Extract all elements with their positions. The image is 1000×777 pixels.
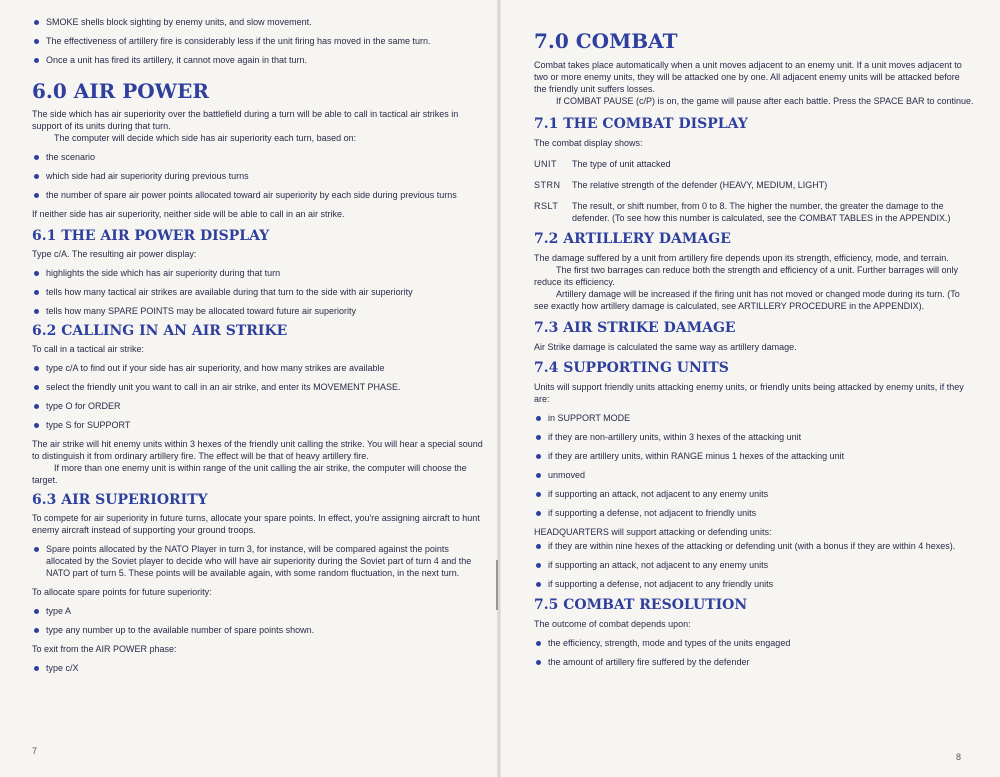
page-number: 8 [956, 752, 962, 762]
paragraph: Air Strike damage is calculated the same way as artillery damage. [534, 342, 797, 352]
list-item: the scenario [32, 151, 486, 163]
bullet-icon [536, 435, 541, 440]
bullet-icon [536, 563, 541, 568]
paragraph: The damage suffered by a unit from artillery fire depends upon its strength, efficiency, mode, and terrain. [534, 253, 949, 263]
list-item: Spare points allocated by the NATO Player in turn 3, for instance, will be compared against the points allocated by the Soviet player to decide who will have air superiority during the Soviet part of turn 4 and the NATO part of turn 5. These points will be available again, with some random fluctuation, in the next turn. [32, 543, 486, 579]
paragraph: The combat display shows: [534, 138, 643, 148]
section-heading-artillery-damage: 7.2 ARTILLERY DAMAGE [534, 231, 731, 247]
definition-row [534, 158, 974, 170]
bullet-icon [34, 628, 39, 633]
bullet-icon [536, 582, 541, 587]
list-item: tells how many SPARE POINTS may be allocated toward future air superiority [32, 305, 486, 317]
bullet-icon [536, 641, 541, 646]
binding-mark [496, 560, 498, 610]
definition-term: UNIT [534, 159, 557, 169]
bullet-icon [34, 609, 39, 614]
list-item: type S for SUPPORT [32, 419, 486, 431]
definition-row [534, 200, 974, 224]
list-item: type O for ORDER [32, 400, 486, 412]
page-number: 7 [32, 746, 38, 756]
list-item: type A [32, 605, 486, 617]
bullet-icon [34, 290, 39, 295]
bullet-icon [536, 511, 541, 516]
paragraph: The air strike will hit enemy units within 3 hexes of the friendly unit calling the strike. You will hear a special sound to distinguish it from ordinary artillery fire. The effect will be that of heavy artillery fire. [32, 439, 483, 461]
list-item: tells how many tactical air strikes are available during that turn to the side with air superiority [32, 286, 486, 298]
definition-term: RSLT [534, 201, 559, 211]
section-heading-combat-display: 7.1 THE COMBAT DISPLAY [534, 116, 748, 132]
list-item: the efficiency, strength, mode and types of the units engaged [534, 637, 974, 649]
section-heading-supporting-units: 7.4 SUPPORTING UNITS [534, 360, 729, 376]
list-item: if supporting a defense, not adjacent to friendly units [534, 507, 974, 519]
paragraph: If more than one enemy unit is within range of the unit calling the air strike, the computer will choose the target. [32, 463, 467, 485]
right-page [502, 0, 1000, 777]
bullet-icon [536, 473, 541, 478]
list-item: if supporting a defense, not adjacent to any friendly units [534, 578, 974, 590]
left-page [0, 0, 498, 777]
bullet-icon [34, 666, 39, 671]
paragraph: To compete for air superiority in future turns, allocate your spare points. In effect, you're assigning aircraft to hunt enemy aircraft instead of supporting your ground troops. [32, 513, 480, 535]
bullet-icon [536, 660, 541, 665]
section-heading-air-superiority: 6.3 AIR SUPERIORITY [32, 492, 208, 508]
bullet-icon [34, 271, 39, 276]
section-heading-air-power: 6.0 AIR POWER [32, 79, 210, 103]
list-item: type c/X [32, 662, 486, 674]
paragraph: Units will support friendly units attacking enemy units, or friendly units being attacked by enemy units, if they are: [534, 382, 964, 404]
bullet-icon [536, 454, 541, 459]
list-item: type c/A to find out if your side has air superiority, and how many strikes are available [32, 362, 486, 374]
bullet-icon [536, 416, 541, 421]
paragraph: To exit from the AIR POWER phase: [32, 644, 177, 654]
list-item: highlights the side which has air superiority during that turn [32, 267, 486, 279]
list-item: which side had air superiority during previous turns [32, 170, 486, 182]
bullet-icon [536, 544, 541, 549]
paragraph: The side which has air superiority over the battlefield during a turn will be able to call in tactical air strikes in support of its units during that turn. [32, 109, 459, 131]
list-item: unmoved [534, 469, 974, 481]
bullet-icon [34, 547, 39, 552]
bullet-icon [34, 309, 39, 314]
list-item: the number of spare air power points allocated toward air superiority by each side during previous turns [32, 189, 486, 201]
bullet-icon [34, 155, 39, 160]
list-item: type any number up to the available number of spare points shown. [32, 624, 486, 636]
section-heading-combat-resolution: 7.5 COMBAT RESOLUTION [534, 597, 748, 613]
bullet-icon [34, 366, 39, 371]
paragraph: The first two barrages can reduce both the strength and efficiency of a unit. Further barrages will only reduce its efficiency. [534, 265, 959, 287]
paragraph: To allocate spare points for future superiority: [32, 587, 212, 597]
paragraph: Type c/A. The resulting air power display: [32, 249, 197, 259]
definition-term: STRN [534, 180, 561, 190]
section-heading-air-power-display: 6.1 THE AIR POWER DISPLAY [32, 228, 270, 244]
list-item: if they are artillery units, within RANGE minus 1 hexes of the attacking unit [534, 450, 974, 462]
section-heading-air-strike-damage: 7.3 AIR STRIKE DAMAGE [534, 320, 736, 336]
list-item: Once a unit has fired its artillery, it cannot move again in that turn. [32, 54, 486, 66]
section-heading-combat: 7.0 COMBAT [534, 29, 678, 53]
paragraph: Combat takes place automatically when a unit moves adjacent to an enemy unit. If a unit moves adjacent to two or more enemy units, they will be attacked one by one. All adjacent enemy units will be attacked before the friendly unit suffers losses. [534, 60, 962, 94]
paragraph: Artillery damage will be increased if the firing unit has not moved or changed mode during its turn. (To see exactly how artillery damage is calculated, see ARTILLERY PROCEDURE in the APPENDIX). [534, 289, 960, 311]
bullet-icon [34, 20, 39, 25]
list-item: the amount of artillery fire suffered by the defender [534, 656, 974, 668]
list-item: if supporting an attack, not adjacent to any enemy units [534, 488, 974, 500]
definition-desc: The type of unit attacked [572, 159, 671, 169]
bullet-icon [34, 404, 39, 409]
list-item: The effectiveness of artillery fire is considerably less if the unit firing has moved in the same turn. [32, 35, 486, 47]
paragraph: If neither side has air superiority, neither side will be able to call in an air strike. [32, 209, 345, 219]
bullet-icon [536, 492, 541, 497]
bullet-icon [34, 174, 39, 179]
bullet-icon [34, 193, 39, 198]
list-item: SMOKE shells block sighting by enemy units, and slow movement. [32, 16, 486, 28]
paragraph: HEADQUARTERS will support attacking or defending units: [534, 527, 772, 537]
section-heading-calling-air-strike: 6.2 CALLING IN AN AIR STRIKE [32, 323, 288, 339]
list-item: in SUPPORT MODE [534, 412, 974, 424]
definition-row [534, 179, 974, 191]
bullet-icon [34, 58, 39, 63]
bullet-icon [34, 39, 39, 44]
definition-desc: The relative strength of the defender (HEAVY, MEDIUM, LIGHT) [572, 180, 828, 190]
list-item: if they are within nine hexes of the attacking or defending unit (with a bonus if they are within 4 hexes). [534, 540, 974, 552]
list-item: select the friendly unit you want to call in an air strike, and enter its MOVEMENT PHASE. [32, 381, 486, 393]
page-gutter [497, 0, 501, 777]
bullet-icon [34, 385, 39, 390]
list-item: if they are non-artillery units, within 3 hexes of the attacking unit [534, 431, 974, 443]
paragraph: The outcome of combat depends upon: [534, 619, 691, 629]
list-item: if supporting an attack, not adjacent to any enemy units [534, 559, 974, 571]
bullet-icon [34, 423, 39, 428]
paragraph: To call in a tactical air strike: [32, 344, 145, 354]
paragraph: The computer will decide which side has air superiority each turn, based on: [54, 133, 357, 143]
paragraph: If COMBAT PAUSE (c/P) is on, the game will pause after each battle. Press the SPACE BAR to continue. [556, 96, 974, 106]
definition-desc: The result, or shift number, from 0 to 8. The higher the number, the greater the damage to the defender. (To see how this number is calculated, see the COMBAT TABLES in the APPENDIX.) [572, 201, 951, 223]
